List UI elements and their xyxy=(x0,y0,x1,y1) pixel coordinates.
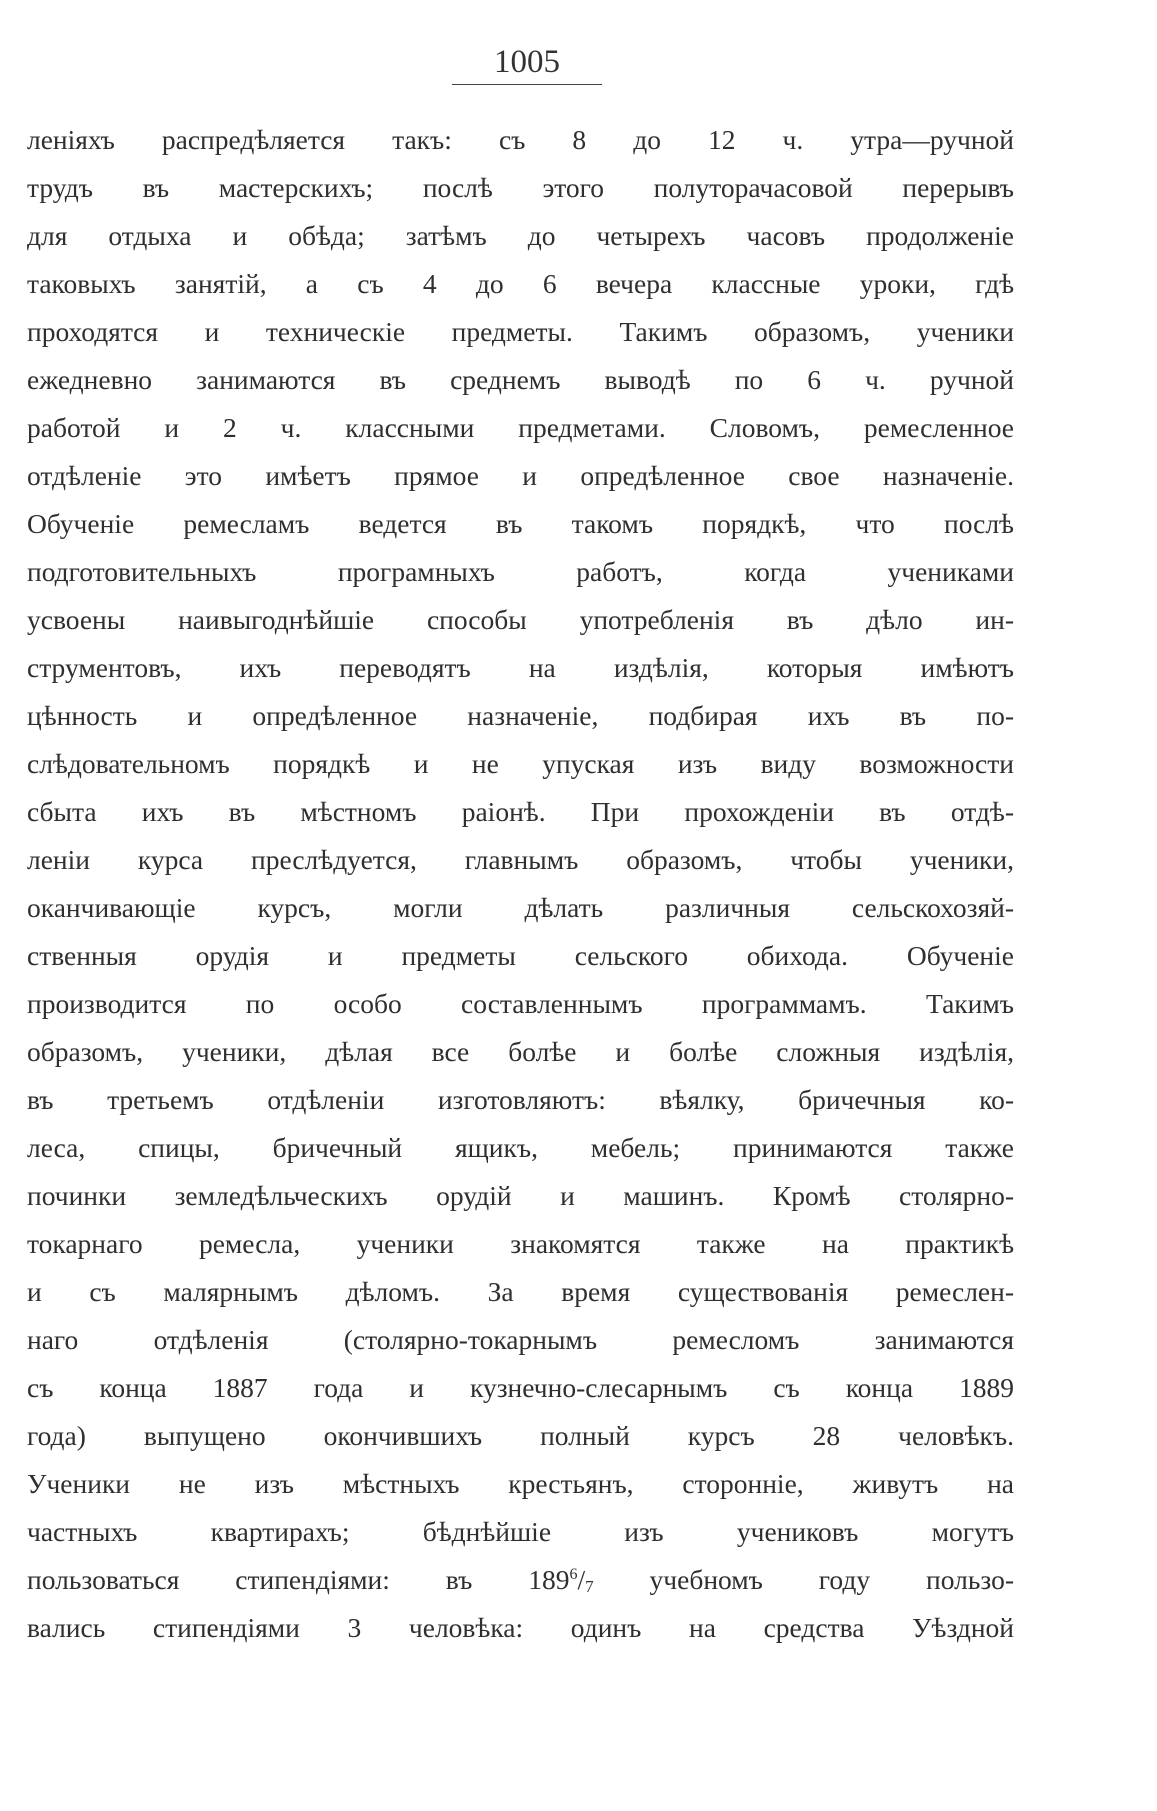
body-text xyxy=(27,116,1014,1652)
fraction-denominator: 7 xyxy=(585,1577,594,1596)
text-line: оканчивающіе курсъ, могли дѣлать различныя сельскохозяй- xyxy=(27,892,1014,923)
text-line: отдѣленіе это имѣетъ прямое и опредѣленное свое назначеніе. xyxy=(27,460,1014,491)
text-line: проходятся и техническіе предметы. Такимъ образомъ, ученики xyxy=(27,316,1014,347)
text-line: леніяхъ распредѣляется такъ: съ 8 до 12 ч. утра—ручной xyxy=(27,124,1014,155)
text-line: производится по особо составленнымъ программамъ. Такимъ xyxy=(27,988,1014,1019)
text-line-with-fraction xyxy=(27,1556,1014,1604)
text-line: Обученіе ремесламъ ведется въ такомъ порядкѣ, что послѣ xyxy=(27,508,1014,539)
text-line: года) выпущено окончившихъ полный курсъ 28 человѣкъ. xyxy=(27,1420,1014,1451)
text-line: струментовъ, ихъ переводятъ на издѣлія, которыя имѣютъ xyxy=(27,652,1014,683)
text-line: для отдыха и обѣда; затѣмъ до четырехъ часовъ продолженіе xyxy=(27,220,1014,251)
text-line: подготовительныхъ програмныхъ работъ, когда учениками xyxy=(27,556,1014,587)
text-line: слѣдовательномъ порядкѣ и не упуская изъ виду возможности xyxy=(27,748,1014,779)
text-line: съ конца 1887 года и кузнечно-слесарнымъ съ конца 1889 xyxy=(27,1372,1014,1403)
text-line: леса, спицы, бричечный ящикъ, мебель; принимаются также xyxy=(27,1132,1014,1163)
text-line: починки земледѣльческихъ орудій и машинъ. Кромѣ столярно- xyxy=(27,1180,1014,1211)
text-line: вались стипендіями 3 человѣка: одинъ на средства Уѣздной xyxy=(27,1612,1014,1643)
line-segment: пользоваться стипендіями: въ 189 xyxy=(27,1564,570,1595)
text-line: трудъ въ мастерскихъ; послѣ этого полуторачасовой перерывъ xyxy=(27,172,1014,203)
text-line: Ученики не изъ мѣстныхъ крестьянъ, сторонніе, живутъ на xyxy=(27,1468,1014,1499)
fraction-slash: / xyxy=(577,1564,586,1595)
text-line: токарнаго ремесла, ученики знакомятся также на практикѣ xyxy=(27,1228,1014,1259)
text-line: и съ малярнымъ дѣломъ. За время существованія ремеслен- xyxy=(27,1276,1014,1307)
text-line: усвоены наивыгоднѣйшіе способы употребленія въ дѣло ин- xyxy=(27,604,1014,635)
page-number: 1005 xyxy=(494,44,560,80)
fraction-numerator: 6 xyxy=(569,1566,578,1583)
text-line: частныхъ квартирахъ; бѣднѣйшіе изъ учениковъ могутъ xyxy=(27,1516,1014,1547)
text-line: ственныя орудія и предметы сельского обихода. Обученіе xyxy=(27,940,1014,971)
page-number-rule xyxy=(452,84,602,85)
text-line: цѣнность и опредѣленное назначеніе, подбирая ихъ въ по- xyxy=(27,700,1014,731)
line-segment: учебномъ году пользо- xyxy=(593,1564,1014,1595)
text-line: таковыхъ занятій, а съ 4 до 6 вечера классные уроки, гдѣ xyxy=(27,268,1014,299)
text-line: ежедневно занимаются въ среднемъ выводѣ по 6 ч. ручной xyxy=(27,364,1014,395)
text-line: сбыта ихъ въ мѣстномъ раіонѣ. При прохожденіи въ отдѣ- xyxy=(27,796,1014,827)
text-line: образомъ, ученики, дѣлая все болѣе и болѣе сложныя издѣлія, xyxy=(27,1036,1014,1067)
text-line: въ третьемъ отдѣленіи изготовляютъ: вѣялку, бричечныя ко- xyxy=(27,1084,1014,1115)
text-line: работой и 2 ч. классными предметами. Словомъ, ремесленное xyxy=(27,412,1014,443)
text-line: леніи курса преслѣдуется, главнымъ образомъ, чтобы ученики, xyxy=(27,844,1014,875)
text-line: наго отдѣленія (столярно-токарнымъ ремесломъ занимаются xyxy=(27,1324,1014,1355)
